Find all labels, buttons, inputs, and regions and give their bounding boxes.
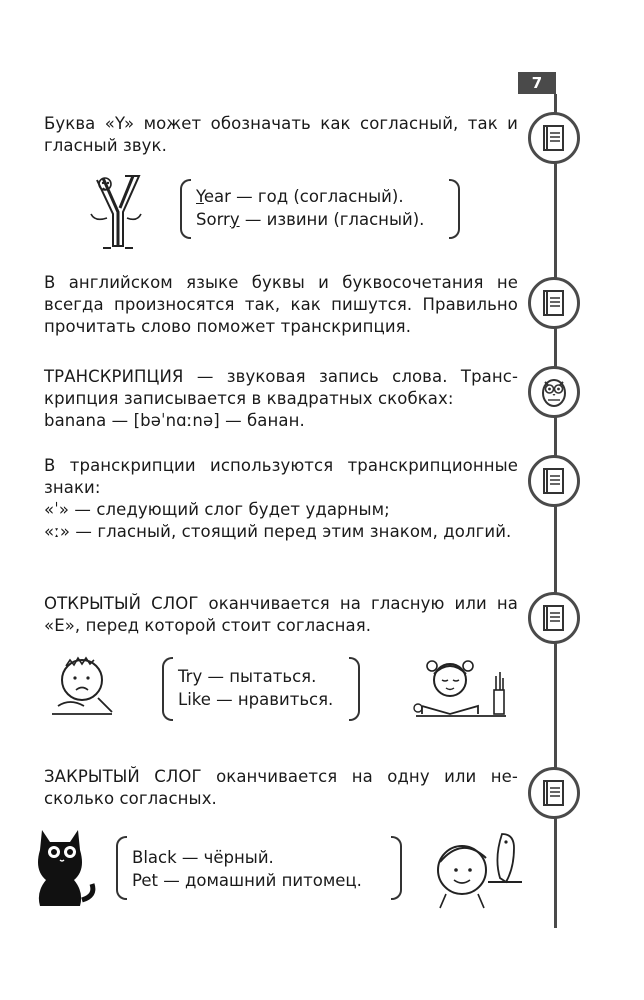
right-bracket	[391, 836, 402, 900]
paragraph-closed-syllable	[44, 766, 518, 810]
book-icon	[528, 592, 580, 644]
transcription-example: banana — [bəˈnɑːnə] — банан.	[44, 411, 305, 430]
book-icon	[528, 455, 580, 507]
book-icon	[528, 277, 580, 329]
underlined-letter: Y	[196, 187, 204, 206]
paragraph-text: ОТКРЫТЫЙ СЛОГ оканчивается на гласную или на «E», перед которой стоит согласная.	[44, 594, 518, 635]
underlined-letter: y	[229, 210, 240, 229]
reading-girl-illustration	[408, 650, 518, 722]
example-box-closed	[116, 836, 402, 900]
black-cat-illustration	[30, 826, 100, 908]
paragraph-transcription	[44, 366, 518, 432]
paragraph-text: ЗАКРЫТЫЙ СЛОГ оканчивается на одну или не-сколько согласных.	[44, 767, 518, 808]
example-text: Sorr	[196, 210, 230, 229]
example-line	[196, 185, 424, 208]
example-box-open	[162, 657, 360, 721]
owl-icon	[528, 366, 580, 418]
left-bracket	[116, 836, 127, 900]
right-bracket	[349, 657, 360, 721]
example-line: Try — пытаться.	[178, 667, 317, 686]
left-bracket	[180, 179, 191, 239]
paragraph-pronunciation	[44, 272, 518, 338]
paragraph-text: В транскрипции используются транскрипционные знаки:	[44, 456, 518, 497]
right-bracket	[449, 179, 460, 239]
example-box-y	[180, 179, 460, 239]
paragraph-text: Буква «Y» может обозначать как согласный, так и гласный звук.	[44, 114, 518, 155]
sad-child-illustration	[48, 650, 122, 720]
left-bracket	[162, 657, 173, 721]
example-line: Pet — домашний питомец.	[132, 871, 362, 890]
sign-item: «ː» — гласный, стоящий перед этим знаком, долгий.	[44, 522, 512, 541]
girl-parrot-illustration	[426, 826, 526, 912]
paragraph-text: В английском языке буквы и буквосочетания не всегда произносятся так, как пишутся. Правильно прочитать слово поможет транскрипция.	[44, 273, 518, 336]
example-line: Like — нравиться.	[178, 690, 334, 709]
paragraph-open-syllable	[44, 593, 518, 637]
paragraph-text: ТРАНСКРИПЦИЯ — звуковая запись слова. Транс-крипция записывается в квадратных скобках:	[44, 367, 518, 408]
example-text: ear — год (согласный).	[203, 187, 404, 206]
book-icon	[528, 112, 580, 164]
example-line: Black — чёрный.	[132, 848, 274, 867]
paragraph-letter-y	[44, 113, 518, 157]
letter-y-illustration	[85, 168, 155, 252]
example-line	[196, 208, 424, 231]
book-icon	[528, 767, 580, 819]
sign-item: «ˈ» — следующий слог будет ударным;	[44, 500, 390, 519]
page-number: 7	[518, 72, 556, 94]
example-text: — извини (гласный).	[239, 210, 425, 229]
paragraph-signs	[44, 455, 518, 543]
